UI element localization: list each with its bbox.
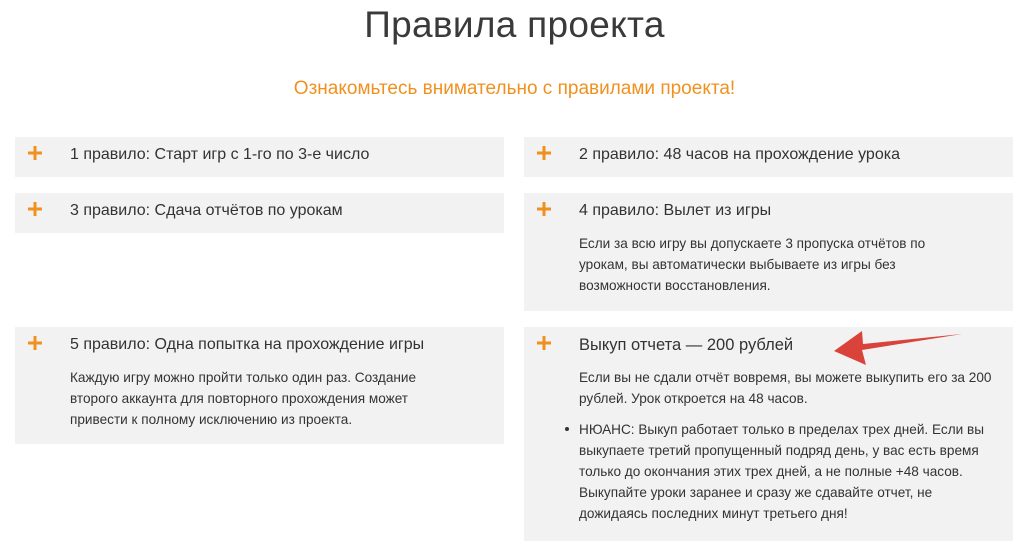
plus-icon[interactable] xyxy=(537,202,551,216)
rule-card-3[interactable] xyxy=(15,193,504,233)
rule-text: Если за всю игру вы допускаете 3 пропуска отчётов по урокам, вы автоматически выбываете из игры без возможности восстановления. xyxy=(579,236,926,293)
rule-card-2[interactable] xyxy=(524,137,1013,177)
rule-card-6[interactable] xyxy=(524,327,1013,541)
rule-title[interactable]: Выкуп отчета — 200 рублей xyxy=(579,336,794,354)
rule-title[interactable]: 4 правило: Вылет из игры xyxy=(579,202,772,219)
rule-title[interactable]: 5 правило: Одна попытка на прохождение игры xyxy=(70,336,425,353)
plus-icon[interactable] xyxy=(537,336,551,350)
bullet-dot xyxy=(565,427,569,431)
plus-icon[interactable] xyxy=(28,146,42,160)
rule-title[interactable]: 1 правило: Старт игр с 1-го по 3-е число xyxy=(70,146,370,163)
page-subtitle: Ознакомьтесь внимательно с правилами проекта! xyxy=(293,78,736,99)
rule-title[interactable]: 2 правило: 48 часов на прохождение урока xyxy=(579,146,900,163)
rule-text: Если вы не сдали отчёт вовремя, вы можете выкупить его за 200 рублей. Урок откроется на 48 часов. xyxy=(579,370,992,406)
plus-icon[interactable] xyxy=(537,146,551,160)
rule-card-4[interactable] xyxy=(524,193,1013,311)
arrow-icon xyxy=(822,330,964,366)
rule-title[interactable]: 3 правило: Сдача отчётов по урокам xyxy=(70,202,343,219)
rule-text: Каждую игру можно пройти только один раз. Создание второго аккаунта для повторного прохождения может привести к полному исключению из проекта. xyxy=(70,370,417,427)
rule-note: НЮАНС: Выкуп работает только в пределах трех дней. Если вы выкупаете третий пропущенный подряд день, у вас есть время только до окончания этих трех дней, а не полные +48 часов. Выкупайте уроки заранее и сразу же сдавайте отчет, не дожидаясь последних минут третьего дня! xyxy=(579,422,984,521)
rule-card-1[interactable] xyxy=(15,137,504,177)
plus-icon[interactable] xyxy=(28,336,42,350)
plus-icon[interactable] xyxy=(28,202,42,216)
rule-card-5[interactable] xyxy=(15,327,504,444)
page-title: Правила проекта xyxy=(364,4,665,45)
